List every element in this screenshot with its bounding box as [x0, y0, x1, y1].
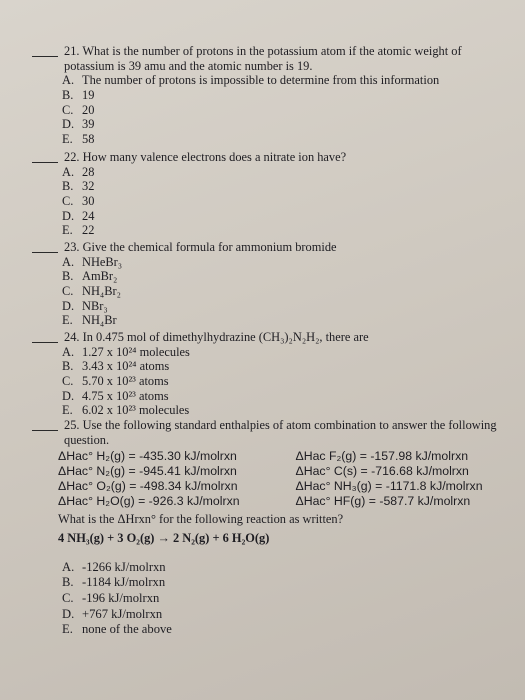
choice-letter: D.	[62, 208, 75, 223]
choice-letter: C.	[62, 193, 74, 208]
enthalpy-column-left	[58, 449, 268, 508]
answer-blank-22[interactable]	[32, 150, 58, 163]
choice-text: AmBr₂	[82, 269, 118, 284]
choice-23-c[interactable]	[62, 284, 505, 299]
enthalpy-column-right	[296, 449, 506, 508]
question-23-stem: 23. Give the chemical formula for ammonium bromide	[64, 240, 337, 254]
choice-letter: B.	[62, 179, 74, 194]
choice-text: none of the above	[82, 622, 172, 637]
choice-text: 32	[82, 179, 95, 194]
choice-23-b[interactable]	[62, 269, 505, 284]
enthalpy-table	[58, 449, 505, 508]
enthalpy-entry: ΔHac° O₂(g) = -498.34 kJ/molrxn	[58, 478, 238, 493]
choice-text: 4.75 x 10²³ atoms	[82, 388, 169, 403]
question-25-ask: What is the ΔHrxn° for the following reaction as written?	[58, 512, 344, 527]
enthalpy-entry: ΔHac° HF(g) = -587.7 kJ/molrxn	[295, 493, 471, 508]
choice-letter: A.	[62, 344, 75, 359]
choice-text: The number of protons is impossible to determine from this information	[82, 73, 440, 88]
question-22-stem: 22. How many valence electrons does a nitrate ion have?	[64, 150, 347, 164]
choice-text: 5.70 x 10²³ atoms	[82, 373, 169, 388]
choice-23-e[interactable]	[62, 313, 505, 328]
choice-letter: D.	[62, 388, 75, 403]
choice-text: -1266 kJ/molrxn	[82, 559, 166, 574]
choice-22-c[interactable]	[62, 194, 505, 209]
choice-letter: D.	[62, 606, 75, 621]
choice-text: NBr₃	[82, 298, 108, 313]
question-23	[32, 240, 505, 328]
choice-text: NH₄Br	[82, 313, 117, 328]
choice-letter: B.	[62, 359, 74, 374]
choice-text: -196 kJ/molrxn	[82, 590, 160, 605]
choice-text: 28	[82, 164, 95, 179]
choice-letter: C.	[62, 283, 74, 298]
choice-text: 58	[82, 131, 95, 146]
choice-22-d[interactable]	[62, 209, 505, 224]
choice-21-d[interactable]	[62, 117, 505, 132]
choice-21-a[interactable]	[62, 73, 505, 88]
choice-25-b[interactable]	[62, 575, 505, 591]
enthalpy-entry: ΔHac° N₂(g) = -945.41 kJ/molrxn	[58, 464, 237, 478]
choice-24-e[interactable]	[62, 403, 505, 418]
question-24-stem: 24. In 0.475 mol of dimethylhydrazine (CH₃)₂N₂H₂, there are	[64, 330, 369, 344]
choice-22-a[interactable]	[62, 165, 505, 180]
reaction-equation: 4 NH₃(g) + 3 O₂(g) → 2 N₂(g) + 6 H₂O(g)	[58, 530, 270, 545]
enthalpy-entry: ΔHac° H₂(g) = -435.30 kJ/molrxn	[58, 449, 237, 464]
choice-text: 24	[82, 208, 95, 223]
answer-blank-24[interactable]	[32, 330, 58, 343]
choice-25-a[interactable]	[62, 560, 505, 576]
choice-22-b[interactable]	[62, 179, 505, 194]
choice-letter: B.	[62, 269, 74, 284]
question-22-choices	[62, 165, 505, 238]
choice-text: 39	[82, 117, 95, 132]
choice-letter: D.	[62, 117, 75, 132]
question-23-choices	[62, 255, 505, 328]
question-25-stem: 25. Use the following standard enthalpies of atom combination to answer the following question.	[64, 418, 497, 447]
choice-letter: C.	[62, 373, 74, 388]
choice-21-b[interactable]	[62, 88, 505, 103]
choice-25-c[interactable]	[62, 591, 505, 607]
choice-23-a[interactable]	[62, 255, 505, 270]
choice-text: 19	[82, 87, 95, 102]
choice-21-c[interactable]	[62, 103, 505, 118]
choice-text: NHeBr₃	[82, 254, 123, 269]
choice-21-e[interactable]	[62, 132, 505, 147]
question-21	[32, 44, 505, 146]
choice-letter: C.	[62, 590, 74, 605]
choice-text: +767 kJ/molrxn	[82, 606, 163, 621]
choice-letter: C.	[62, 102, 74, 117]
choice-text: 1.27 x 10²⁴ molecules	[82, 344, 190, 359]
choice-25-e[interactable]	[62, 622, 505, 638]
choice-text: 6.02 x 10²³ molecules	[82, 403, 190, 418]
enthalpy-entry: ΔHac° H₂O(g) = -926.3 kJ/molrxn	[58, 493, 240, 508]
question-25-choices	[62, 560, 505, 639]
choice-letter: D.	[62, 298, 75, 313]
question-22	[32, 150, 505, 238]
choice-letter: E.	[62, 622, 73, 637]
choice-letter: A.	[62, 164, 75, 179]
choice-letter: E.	[62, 223, 73, 238]
enthalpy-entry: ΔHac° NH₃(g) = -1171.8 kJ/molrxn	[295, 478, 483, 493]
choice-24-a[interactable]	[62, 345, 505, 360]
enthalpy-entry: ΔHac F₂(g) = -157.98 kJ/molrxn	[295, 449, 469, 464]
choice-letter: A.	[62, 559, 75, 574]
choice-text: 30	[82, 193, 95, 208]
answer-blank-23[interactable]	[32, 240, 58, 253]
answer-blank-21[interactable]	[32, 44, 58, 57]
choice-letter: B.	[62, 575, 74, 590]
choice-letter: E.	[62, 313, 73, 328]
question-21-choices	[62, 73, 505, 146]
choice-text: -1184 kJ/molrxn	[82, 575, 166, 590]
question-21-stem: 21. What is the number of protons in the potassium atom if the atomic weight of potassium is 39 amu and the atomic number is 19.	[64, 44, 462, 73]
question-24-choices	[62, 345, 505, 418]
enthalpy-entry: ΔHac° C(s) = -716.68 kJ/molrxn	[295, 464, 469, 478]
choice-24-c[interactable]	[62, 374, 505, 389]
choice-letter: E.	[62, 403, 73, 418]
choice-text: 3.43 x 10²⁴ atoms	[82, 359, 170, 374]
question-24	[32, 330, 505, 418]
choice-letter: B.	[62, 87, 74, 102]
choice-25-d[interactable]	[62, 607, 505, 623]
choice-letter: A.	[62, 73, 75, 88]
choice-letter: E.	[62, 131, 73, 146]
choice-letter: A.	[62, 254, 75, 269]
choice-text: NH₄Br₂	[82, 283, 121, 298]
choice-text: 20	[82, 102, 95, 117]
answer-blank-25[interactable]	[32, 418, 58, 431]
choice-text: 22	[82, 223, 95, 238]
choice-24-b[interactable]	[62, 359, 505, 374]
choice-22-e[interactable]	[62, 223, 505, 238]
choice-23-d[interactable]	[62, 299, 505, 314]
choice-24-d[interactable]	[62, 389, 505, 404]
question-25	[32, 418, 505, 638]
